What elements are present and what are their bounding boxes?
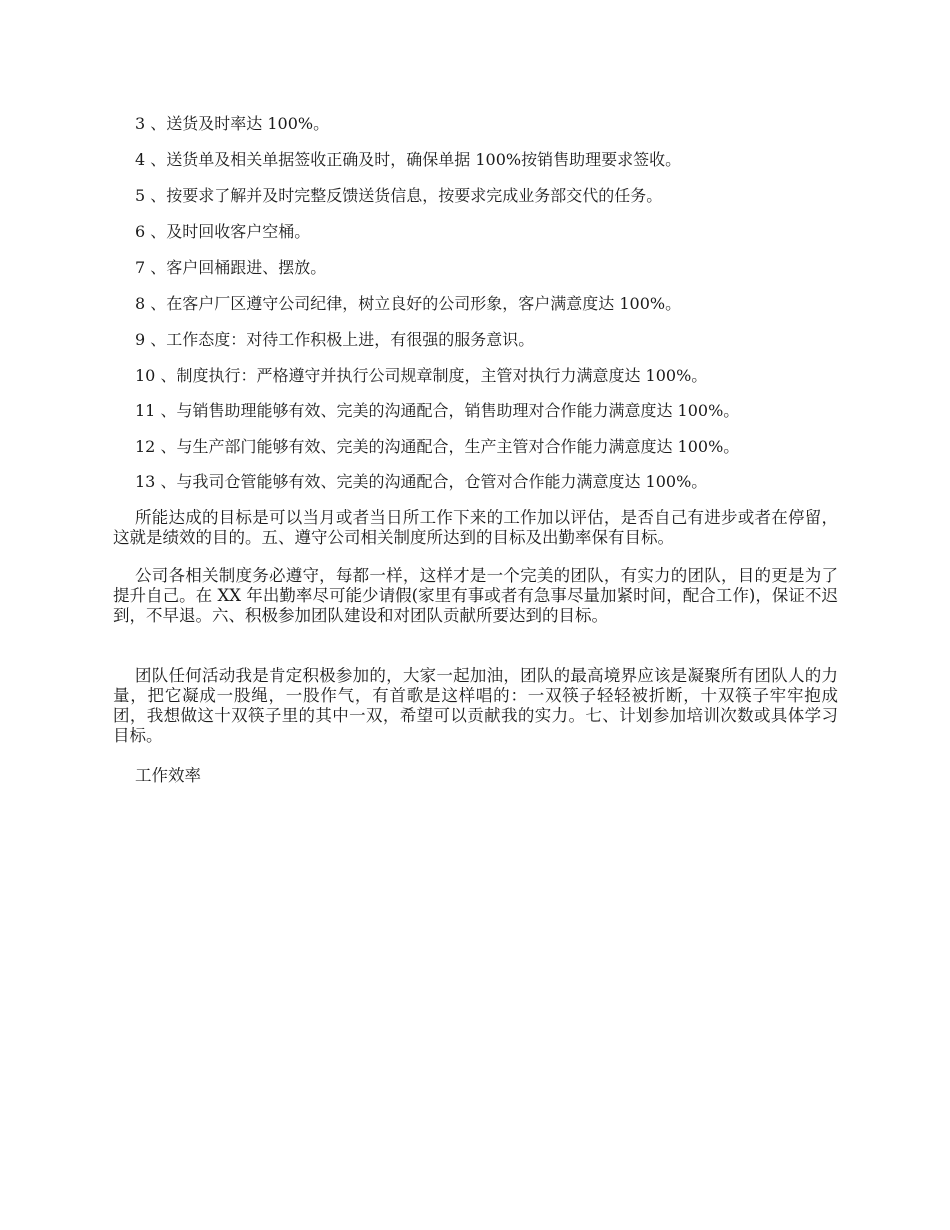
paragraph-work-efficiency: 工作效率 (135, 766, 201, 785)
list-item-7: 7 、客户回桶跟进、摆放。 (135, 258, 327, 277)
list-item-3: 3 、送货及时率达 100%。 (135, 114, 330, 133)
paragraph-company-rules: 公司各相关制度务必遵守，每都一样，这样才是一个完美的团队，有实力的团队，目的更是为了提升自己。在 XX 年出勤率尽可能少请假(家里有事或者有急事尽量加紧时间，配合工作)，保证不迟到，不早退。六、积极参加团队建设和对团队贡献所要达到的目标。 (113, 566, 838, 625)
paragraph-team-activities: 团队任何活动我是肯定积极参加的，大家一起加油，团队的最高境界应该是凝聚所有团队人的力量，把它凝成一股绳，一股作气，有首歌是这样唱的：一双筷子轻轻被折断，十双筷子牢牢抱成团，我想做这十双筷子里的其中一双，希望可以贡献我的实力。七、计划参加培训次数或具体学习目标。 (113, 666, 838, 745)
list-item-6: 6 、及时回收客户空桶。 (135, 222, 311, 241)
paragraph-performance-goal: 所能达成的目标是可以当月或者当日所工作下来的工作加以评估，是否自己有进步或者在停留，这就是绩效的目的。五、遵守公司相关制度所达到的目标及出勤率保有目标。 (113, 508, 838, 547)
list-item-13: 13 、与我司仓管能够有效、完美的沟通配合，仓管对合作能力满意度达 100%。 (135, 472, 708, 491)
list-item-11: 11 、与销售助理能够有效、完美的沟通配合，销售助理对合作能力满意度达 100%。 (135, 401, 740, 420)
list-item-10: 10 、制度执行：严格遵守并执行公司规章制度，主管对执行力满意度达 100%。 (135, 366, 708, 385)
list-item-5: 5 、按要求了解并及时完整反馈送货信息，按要求完成业务部交代的任务。 (135, 186, 663, 205)
list-item-12: 12 、与生产部门能够有效、完美的沟通配合，生产主管对合作能力满意度达 100%。 (135, 437, 740, 456)
list-item-4: 4 、送货单及相关单据签收正确及时，确保单据 100%按销售助理要求签收。 (135, 150, 682, 169)
list-item-8: 8 、在客户厂区遵守公司纪律，树立良好的公司形象，客户满意度达 100%。 (135, 294, 682, 313)
list-item-9: 9 、工作态度：对待工作积极上进，有很强的服务意识。 (135, 330, 535, 349)
